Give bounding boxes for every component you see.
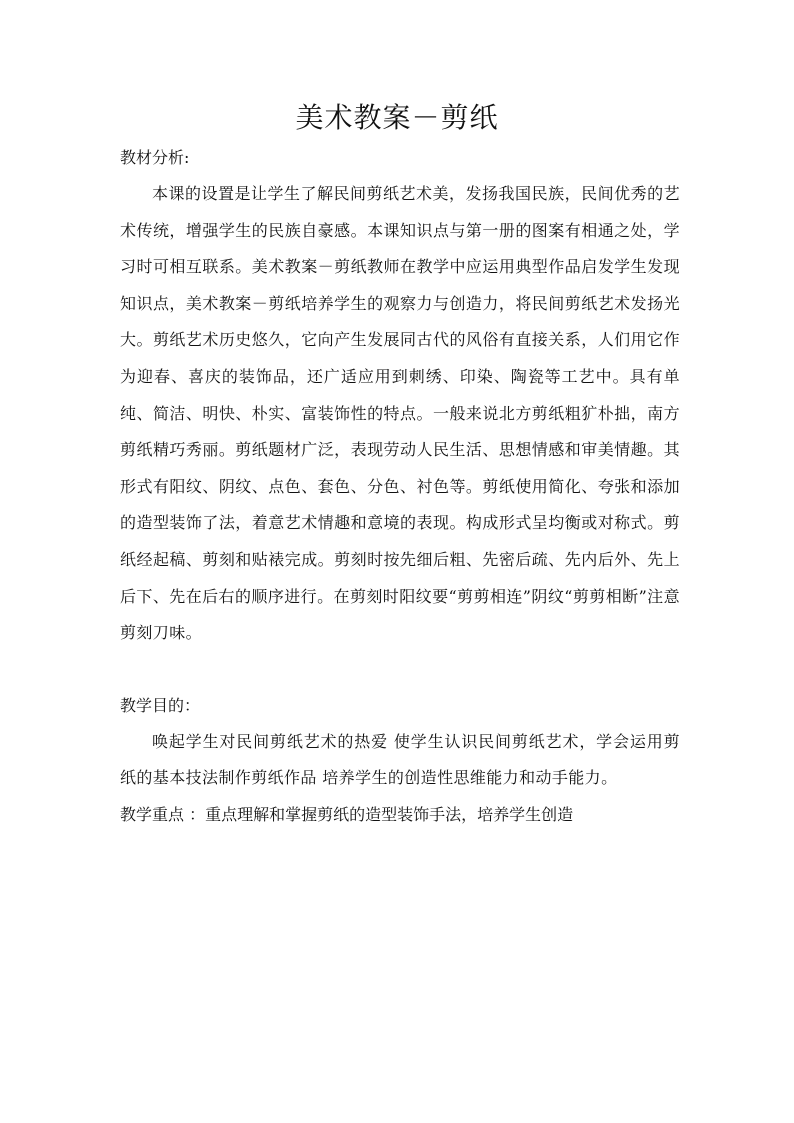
document-content bbox=[120, 140, 680, 833]
section-heading-analysis: 教材分析: bbox=[120, 148, 190, 167]
section-heading-key-points: 教学重点 ：重点理解和掌握剪纸的造型装饰手法，培养学生创造 bbox=[120, 804, 574, 824]
section-heading-goals: 教学目的： bbox=[120, 695, 201, 715]
paragraph-analysis: 本课的设置是让学生了解民间剪纸艺术美，发扬我国民族，民间优秀的艺术传统，增强学生的民族自豪感。本课知识点与第一册的图案有相通之处，学习时可相互联系。美术教案－剪纸教师在教学中应运用典型作品启发学生发现知识点，美术教案－剪纸培养学生的观察力与创造力，将民间剪纸艺术发扬光大。剪纸艺术历史悠久，它向产生发展同古代的风俗有直接关系，人们用它作为迎春、喜庆的装饰品，还广适应用到刺绣、印染、陶瓷等工艺中。具有单纯、简洁、明快、朴实、富装饰性的特点。一般来说北方剪纸粗犷朴拙，南方剪纸精巧秀丽。剪纸题材广泛，表现劳动人民生活、思想情感和审美情趣。其形式有阳纹、阴纹、点色、套色、分色、衬色等。剪纸使用简化、夸张和添加的造型装饰了法，着意艺术情趣和意境的表现。构成形式呈均衡或对称式。剪纸经起稿、剪刻和贴裱完成。剪刻时按先细后粗、先密后疏、先内后外、先上后下、先在后右的顺序进行。在剪刻时阳纹要“剪剪相连”阴纹“剪剪相断”注意剪刻刀味。 bbox=[120, 184, 680, 643]
document-title: 美术教案－剪纸 bbox=[295, 101, 499, 134]
paragraph-spacer bbox=[120, 652, 680, 688]
paragraph-goals: 唤起学生对民间剪纸艺术的热爱 使学生认识民间剪纸艺术，学会运用剪纸的基本技法制作剪纸作品 培养学生的创造性思维能力和动手能力。 bbox=[120, 731, 680, 788]
